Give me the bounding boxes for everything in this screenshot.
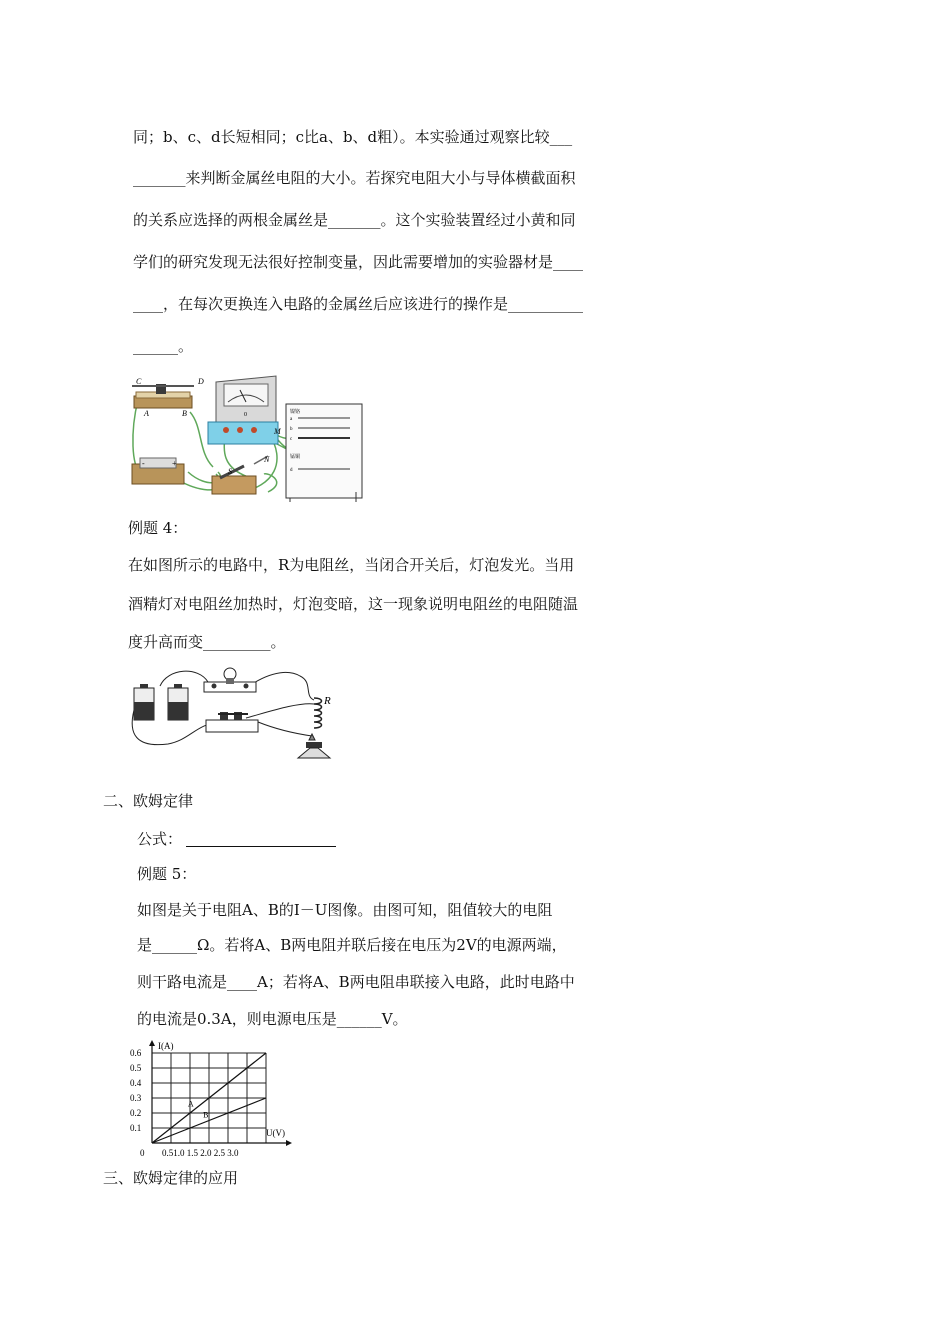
y-tick-label: 0.3: [130, 1093, 142, 1103]
text-line: 学们的研究发现无法很好控制变量，因此需要增加的实验器材是____: [133, 253, 584, 271]
y-tick-label: 0.5: [130, 1063, 142, 1073]
text-line: ____，在每次更换连入电路的金属丝后应该进行的操作是__________: [133, 295, 584, 313]
y-tick-label: 0.6: [130, 1048, 142, 1058]
label-r: R: [324, 695, 331, 707]
label-c: C: [136, 377, 142, 386]
section-heading: 二、欧姆定律: [103, 792, 194, 810]
label-zero: 0: [244, 412, 247, 418]
series-label-B: B: [203, 1110, 209, 1120]
label-d: D: [198, 377, 204, 386]
board-label: c: [290, 437, 293, 442]
circuit-figure: [128, 662, 343, 762]
text-line: 同；b、c、d长短相同；c比a、b、d粗）。本实验通过观察比较___: [133, 128, 573, 146]
label-n: N: [264, 455, 270, 464]
formula-label: 公式：: [137, 830, 183, 848]
example-heading: 例题 4：: [128, 519, 188, 537]
board-label: b: [290, 427, 293, 432]
x-axis-arrow: [286, 1140, 292, 1146]
x-tick-labels: 0.51.0 1.5 2.0 2.5 3.0: [162, 1148, 239, 1158]
apparatus-figure: [128, 372, 368, 502]
text-line: 的关系应选择的两根金属丝是_______。这个实验装置经过小黄和同: [133, 211, 576, 229]
text-line: 则干路电流是____A；若将A、B两电阻串联接入电路，此时电路中: [137, 973, 575, 991]
series-label-A: A: [187, 1099, 194, 1109]
y-tick-label: 0.1: [130, 1123, 142, 1133]
text-line: 在如图所示的电路中，R为电阻丝，当闭合开关后，灯泡发光。当用: [128, 556, 575, 574]
board-label: 镍铬: [290, 410, 301, 415]
label-s: S: [228, 467, 232, 476]
text-line: ______。: [133, 337, 194, 355]
label-b: B: [182, 409, 187, 418]
section-heading: 三、欧姆定律的应用: [103, 1169, 239, 1187]
text-line: 如图是关于电阻A、B的I－U图像。由图可知，阻值较大的电阻: [137, 901, 553, 919]
y-axis-arrow: [149, 1040, 155, 1046]
label-plus: +: [172, 459, 177, 468]
label-minus: -: [142, 459, 145, 468]
text-line: _______来判断金属丝电阻的大小。若探究电阻大小与导体横截面积: [133, 169, 576, 187]
label-m: M: [274, 427, 281, 436]
iu-chart: [120, 1038, 300, 1162]
origin-label: 0: [140, 1148, 145, 1158]
formula-blank: [186, 846, 336, 847]
x-axis-label: U(V): [266, 1128, 285, 1138]
text-line: 的电流是0.3A，则电源电压是______V。: [137, 1010, 408, 1028]
board-label: d: [290, 468, 293, 473]
label-a: A: [144, 409, 149, 418]
text-line: 度升高而变_________。: [128, 633, 286, 651]
y-tick-label: 0.2: [130, 1108, 142, 1118]
board-label: a: [290, 417, 293, 422]
y-tick-label: 0.4: [130, 1078, 142, 1088]
board-label: 锰铜: [290, 455, 301, 460]
text-line: 是______Ω。若将A、B两电阻并联后接在电压为2V的电源两端，: [137, 936, 567, 954]
y-axis-label: I(A): [158, 1041, 174, 1051]
text-line: 酒精灯对电阻丝加热时，灯泡变暗，这一现象说明电阻丝的电阻随温: [128, 595, 579, 613]
example-heading: 例题 5：: [137, 865, 197, 883]
